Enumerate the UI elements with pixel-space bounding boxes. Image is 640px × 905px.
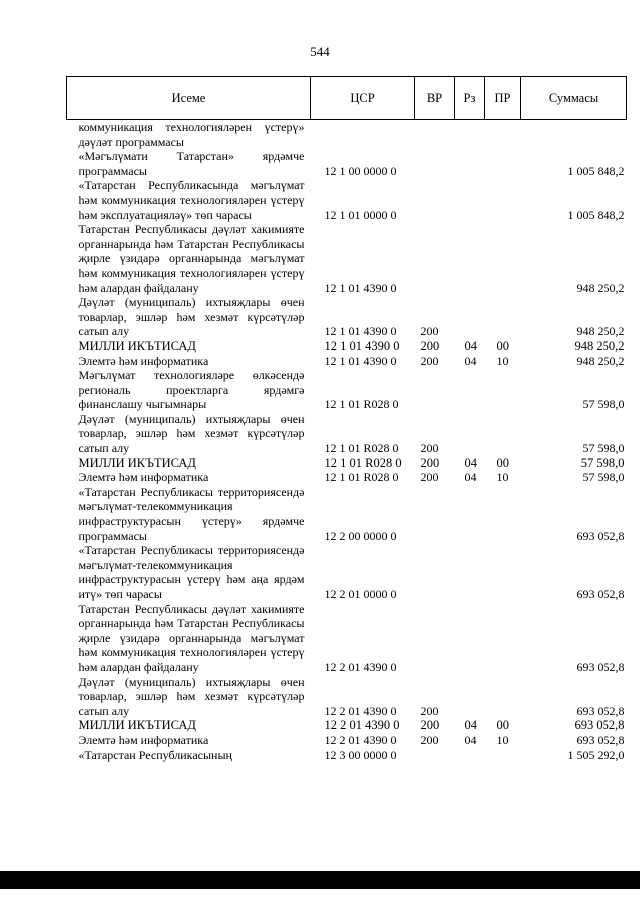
cell-vr (415, 120, 455, 150)
cell-pr (485, 222, 521, 295)
header-name: Исеме (67, 77, 311, 120)
cell-vr: 200 (420, 703, 439, 718)
cell-name: МИЛЛИ ИКЪТИСАД (78, 455, 196, 470)
cell-csr: 12 2 01 4390 0 (324, 732, 397, 747)
cell-name: «Татарстан Республикасы территориясендә мәгълүмат-телекоммуникация инфраструктурасын үстерү» ярдәмче программасы (78, 484, 305, 543)
cell-name: Мәгълүмат технологияләре өлкәсендә региональ проектларга ярдәмгә финанслашу чыгымнары (78, 368, 305, 412)
cell-rz: 04 (464, 338, 477, 353)
cell-pr (485, 295, 521, 339)
table-row (67, 295, 627, 339)
cell-vr (415, 149, 455, 178)
cell-rz: 04 (464, 353, 477, 368)
table-row (67, 339, 627, 354)
cell-csr: 12 1 01 R028 0 (324, 470, 399, 485)
cell-csr: 12 1 01 4390 0 (324, 280, 397, 295)
table-row (67, 120, 627, 150)
cell-rz (455, 543, 485, 601)
cell-csr: 12 1 01 0000 0 (324, 207, 397, 222)
table-row (67, 485, 627, 543)
cell-rz: 04 (464, 455, 477, 470)
cell-sum: 1 005 848,2 (567, 207, 625, 222)
cell-sum: 693 052,8 (576, 659, 625, 674)
table-row (67, 368, 627, 412)
cell-csr (311, 120, 415, 150)
cell-name: Элемтә һәм информатика (78, 470, 209, 485)
table-row (67, 733, 627, 748)
cell-sum: 57 598,0 (582, 470, 625, 485)
cell-csr: 12 1 01 R028 0 (324, 455, 402, 470)
table-row (67, 470, 627, 485)
cell-name: Дәүләт (муниципаль) ихтыяҗлары өчен товарлар, эшләр һәм хезмәт күрсәтүләр сатып алу (78, 295, 305, 339)
table-header-row (67, 77, 627, 120)
cell-rz (455, 368, 485, 412)
header-csr: ЦСР (311, 77, 415, 120)
cell-name: Элемтә һәм информатика (78, 353, 209, 368)
cell-csr: 12 1 01 4390 0 (324, 338, 400, 353)
cell-csr: 12 1 01 R028 0 (324, 441, 399, 456)
cell-pr (485, 368, 521, 412)
cell-rz: 04 (464, 732, 477, 747)
cell-sum: 948 250,2 (576, 280, 625, 295)
cell-sum: 1 505 292,0 (567, 747, 625, 762)
cell-vr (415, 368, 455, 412)
cell-csr: 12 1 01 4390 0 (324, 324, 397, 339)
cell-name: Татарстан Республикасы дәүләт хакимияте органнарында һәм Татарстан Республикасы җирле үзидарә органнарында мәгълүмат һәм коммуникация технологияләрен үстерү һәм алардан файдалану (78, 601, 305, 674)
cell-rz (455, 602, 485, 675)
cell-pr (485, 149, 521, 178)
cell-csr: 12 2 00 0000 0 (324, 528, 397, 543)
cell-rz (455, 178, 485, 222)
cell-name: Татарстан Республикасы дәүләт хакимияте органнарында һәм Татарстан Республикасы җирле үзидарә органнарында мәгълүмат һәм коммуникация технологияләрен үстерү һәм алардан файдалану (78, 222, 305, 295)
cell-pr: 10 (496, 732, 509, 747)
cell-vr (415, 222, 455, 295)
cell-sum: 948 250,2 (574, 338, 625, 353)
table-row (67, 543, 627, 601)
cell-vr: 200 (420, 338, 440, 353)
table-row (67, 675, 627, 719)
cell-sum: 693 052,8 (574, 718, 625, 733)
cell-pr (485, 675, 521, 719)
cell-csr: 12 1 01 R028 0 (324, 397, 399, 412)
cell-vr (415, 748, 455, 763)
scan-edge-bar (0, 871, 640, 889)
cell-sum: 693 052,8 (576, 732, 625, 747)
table-row (67, 456, 627, 471)
cell-rz (455, 149, 485, 178)
cell-sum: 57 598,0 (582, 441, 625, 456)
cell-csr: 12 2 01 4390 0 (324, 703, 397, 718)
cell-pr: 00 (496, 338, 509, 353)
cell-pr (485, 748, 521, 763)
budget-table (66, 76, 627, 762)
cell-pr: 00 (496, 718, 509, 733)
cell-name: «Татарстан Республикасының (78, 747, 232, 762)
cell-pr (485, 602, 521, 675)
page-number: 544 (310, 44, 330, 59)
cell-csr: 12 1 00 0000 0 (324, 163, 397, 178)
cell-vr: 200 (420, 455, 440, 470)
cell-pr (485, 178, 521, 222)
header-sum: Суммасы (521, 77, 627, 120)
cell-pr (485, 543, 521, 601)
cell-name: «Мәгълүмати Татарстан» ярдәмче программасы (78, 149, 305, 178)
cell-rz (455, 675, 485, 719)
cell-name: МИЛЛИ ИКЪТИСАД (78, 338, 196, 353)
cell-pr: 00 (496, 455, 509, 470)
cell-csr: 12 2 01 4390 0 (324, 718, 400, 733)
cell-rz (455, 120, 485, 150)
cell-rz: 04 (464, 718, 477, 733)
cell-pr (485, 485, 521, 543)
cell-vr: 200 (420, 441, 439, 456)
cell-rz (455, 222, 485, 295)
table-row (67, 602, 627, 675)
cell-vr: 200 (420, 324, 439, 339)
cell-name: коммуникация технологияләрен үстерү» дәүләт программасы (78, 120, 305, 149)
cell-vr: 200 (420, 718, 440, 733)
cell-sum (521, 120, 627, 150)
cell-sum: 693 052,8 (576, 587, 625, 601)
cell-rz: 04 (464, 470, 477, 485)
cell-name: Элемтә һәм информатика (78, 732, 209, 747)
cell-vr: 200 (420, 353, 439, 368)
cell-vr (415, 485, 455, 543)
table-row (67, 718, 627, 733)
cell-sum: 57 598,0 (580, 455, 625, 470)
table-row (67, 222, 627, 295)
cell-rz (455, 412, 485, 456)
cell-rz (455, 748, 485, 763)
cell-sum: 693 052,8 (576, 528, 625, 543)
cell-csr: 12 1 01 4390 0 (324, 353, 397, 368)
table-row (67, 354, 627, 369)
cell-sum: 693 052,8 (576, 703, 625, 718)
cell-vr (415, 602, 455, 675)
cell-csr: 12 3 00 0000 0 (324, 747, 397, 762)
cell-sum: 57 598,0 (582, 397, 625, 412)
cell-name: «Татарстан Республикасы территориясендә мәгълүмат-телекоммуникация инфраструктурасын үстерү һәм аңа ярдәм итү» төп чарасы (78, 543, 305, 601)
cell-pr (485, 412, 521, 456)
cell-vr (415, 178, 455, 222)
cell-vr: 200 (420, 732, 439, 747)
header-rz: Рз (455, 77, 485, 120)
table-row (67, 412, 627, 456)
cell-rz (455, 295, 485, 339)
cell-vr (415, 543, 455, 601)
cell-name: МИЛЛИ ИКЪТИСАД (78, 718, 196, 733)
cell-pr (485, 120, 521, 150)
cell-name: Дәүләт (муниципаль) ихтыяҗлары өчен товарлар, эшләр һәм хезмәт күрсәтүләр сатып алу (78, 411, 305, 456)
table-row (67, 748, 627, 763)
cell-pr: 10 (496, 470, 509, 485)
table-body (67, 120, 627, 763)
cell-vr: 200 (420, 470, 439, 485)
table-row (67, 178, 627, 222)
cell-csr: 12 2 01 0000 0 (324, 587, 397, 601)
cell-sum: 948 250,2 (576, 353, 625, 368)
cell-name: «Татарстан Республикасында мәгълүмат һәм коммуникация технологияләрен үстерү һәм эксплуатацияләү» төп чарасы (78, 178, 305, 222)
cell-rz (455, 485, 485, 543)
cell-pr: 10 (496, 353, 509, 368)
header-pr: ПР (485, 77, 521, 120)
cell-sum: 948 250,2 (576, 324, 625, 339)
cell-csr: 12 2 01 4390 0 (324, 659, 397, 674)
cell-name: Дәүләт (муниципаль) ихтыяҗлары өчен товарлар, эшләр һәм хезмәт күрсәтүләр сатып алу (78, 674, 305, 718)
header-vr: ВР (415, 77, 455, 120)
cell-sum: 1 005 848,2 (567, 163, 625, 178)
table-row (67, 149, 627, 178)
